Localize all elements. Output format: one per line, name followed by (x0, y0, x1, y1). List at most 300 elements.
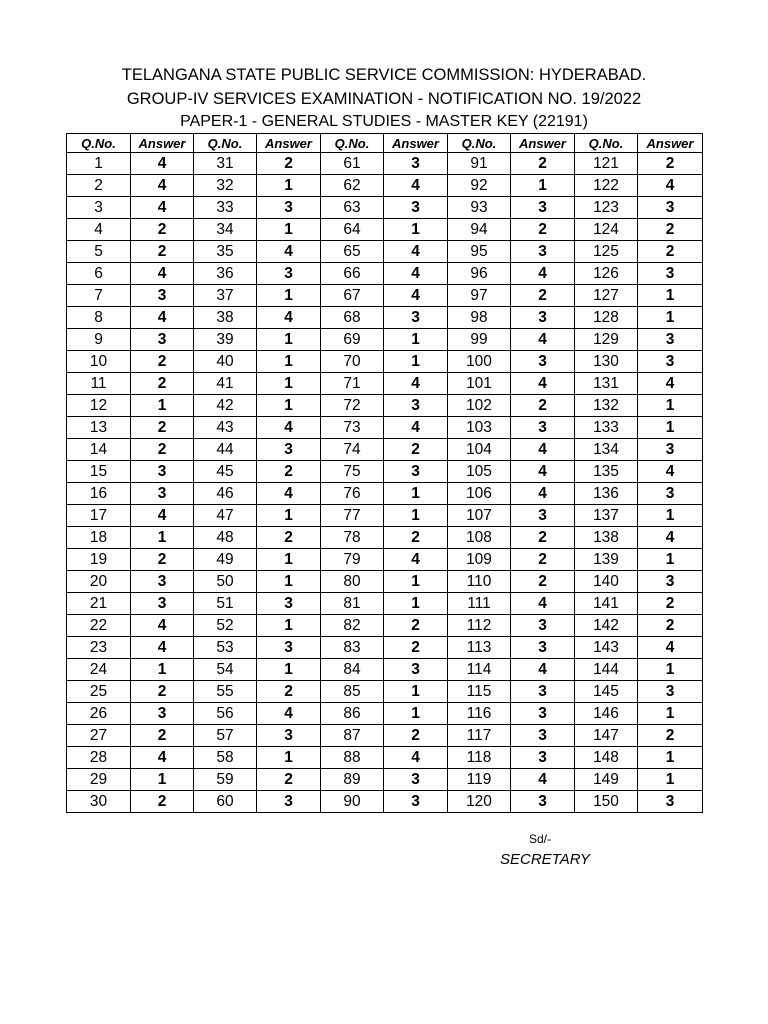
answer-value: 2 (511, 549, 575, 571)
question-number: 147 (575, 725, 638, 747)
answer-value: 1 (257, 285, 321, 307)
question-number: 75 (321, 461, 384, 483)
question-number: 129 (575, 329, 638, 351)
answer-value: 4 (384, 417, 448, 439)
question-number: 86 (321, 703, 384, 725)
question-number: 139 (575, 549, 638, 571)
answer-value: 3 (131, 593, 194, 615)
answer-value: 2 (511, 395, 575, 417)
question-number: 59 (194, 769, 257, 791)
question-number: 106 (448, 483, 511, 505)
question-number: 134 (575, 439, 638, 461)
question-number: 20 (67, 571, 131, 593)
table-row (67, 747, 703, 769)
table-header-row (67, 134, 703, 153)
question-number: 3 (67, 197, 131, 219)
answer-value: 3 (384, 153, 448, 175)
question-number: 92 (448, 175, 511, 197)
question-number: 37 (194, 285, 257, 307)
question-number: 53 (194, 637, 257, 659)
question-number: 118 (448, 747, 511, 769)
answer-value: 1 (257, 395, 321, 417)
answer-value: 2 (257, 769, 321, 791)
answer-value: 1 (384, 593, 448, 615)
answer-value: 3 (511, 747, 575, 769)
question-number: 13 (67, 417, 131, 439)
question-number: 78 (321, 527, 384, 549)
answer-value: 4 (511, 329, 575, 351)
answer-value: 1 (638, 549, 703, 571)
answer-value: 2 (511, 219, 575, 241)
question-number: 145 (575, 681, 638, 703)
answer-value: 1 (257, 571, 321, 593)
question-number: 100 (448, 351, 511, 373)
answer-value: 1 (638, 417, 703, 439)
question-number: 114 (448, 659, 511, 681)
question-number: 49 (194, 549, 257, 571)
answer-value: 2 (257, 527, 321, 549)
table-row (67, 637, 703, 659)
question-number: 96 (448, 263, 511, 285)
answer-column-header: Answer (638, 134, 703, 153)
answer-value: 3 (511, 307, 575, 329)
answer-value: 3 (384, 461, 448, 483)
answer-value: 2 (384, 527, 448, 549)
answer-value: 2 (131, 725, 194, 747)
answer-value: 3 (131, 483, 194, 505)
question-number: 138 (575, 527, 638, 549)
answer-value: 3 (384, 769, 448, 791)
question-number: 105 (448, 461, 511, 483)
answer-value: 1 (384, 219, 448, 241)
answer-value: 2 (638, 241, 703, 263)
answer-value: 3 (131, 571, 194, 593)
question-number: 29 (67, 769, 131, 791)
table-row (67, 483, 703, 505)
answer-value: 1 (511, 175, 575, 197)
answer-value: 3 (511, 615, 575, 637)
answer-value: 1 (257, 747, 321, 769)
table-row (67, 219, 703, 241)
question-number: 9 (67, 329, 131, 351)
answer-value: 2 (257, 681, 321, 703)
answer-column-header: Answer (131, 134, 194, 153)
question-number: 136 (575, 483, 638, 505)
question-number: 47 (194, 505, 257, 527)
question-number: 88 (321, 747, 384, 769)
answer-value: 4 (384, 549, 448, 571)
header-exam: GROUP-IV SERVICES EXAMINATION - NOTIFICATION NO. 19/2022 (126, 90, 642, 108)
table-row (67, 175, 703, 197)
table-row (67, 549, 703, 571)
answer-value: 3 (511, 725, 575, 747)
header-paper: PAPER-1 - GENERAL STUDIES - MASTER KEY (22191) (180, 113, 588, 130)
question-number: 102 (448, 395, 511, 417)
answer-value: 1 (257, 175, 321, 197)
qno-column-header: Q.No. (67, 134, 131, 153)
question-number: 45 (194, 461, 257, 483)
question-number: 133 (575, 417, 638, 439)
question-number: 62 (321, 175, 384, 197)
question-number: 80 (321, 571, 384, 593)
question-number: 124 (575, 219, 638, 241)
answer-value: 3 (384, 659, 448, 681)
question-number: 14 (67, 439, 131, 461)
answer-value: 1 (131, 395, 194, 417)
table-row (67, 351, 703, 373)
answer-value: 2 (511, 527, 575, 549)
question-number: 28 (67, 747, 131, 769)
answer-value: 3 (511, 681, 575, 703)
table-row (67, 527, 703, 549)
table-row (67, 373, 703, 395)
question-number: 71 (321, 373, 384, 395)
question-number: 119 (448, 769, 511, 791)
answer-value: 2 (511, 571, 575, 593)
answer-value: 1 (257, 659, 321, 681)
question-number: 34 (194, 219, 257, 241)
answer-value: 3 (638, 571, 703, 593)
answer-value: 1 (638, 747, 703, 769)
answer-value: 3 (384, 307, 448, 329)
answer-value: 4 (384, 373, 448, 395)
table-row (67, 329, 703, 351)
table-row (67, 725, 703, 747)
question-number: 17 (67, 505, 131, 527)
answer-value: 4 (131, 263, 194, 285)
question-number: 69 (321, 329, 384, 351)
question-number: 74 (321, 439, 384, 461)
answer-value: 2 (131, 351, 194, 373)
question-number: 91 (448, 153, 511, 175)
question-number: 125 (575, 241, 638, 263)
answer-value: 2 (384, 725, 448, 747)
question-number: 27 (67, 725, 131, 747)
answer-value: 1 (384, 505, 448, 527)
table-row (67, 197, 703, 219)
question-number: 76 (321, 483, 384, 505)
answer-value: 2 (257, 461, 321, 483)
answer-value: 4 (131, 747, 194, 769)
question-number: 99 (448, 329, 511, 351)
answer-value: 3 (257, 791, 321, 813)
question-number: 149 (575, 769, 638, 791)
qno-column-header: Q.No. (448, 134, 511, 153)
answer-value: 2 (511, 285, 575, 307)
question-number: 121 (575, 153, 638, 175)
question-number: 61 (321, 153, 384, 175)
question-number: 52 (194, 615, 257, 637)
question-number: 97 (448, 285, 511, 307)
question-number: 150 (575, 791, 638, 813)
question-number: 18 (67, 527, 131, 549)
answer-value: 3 (384, 791, 448, 813)
question-number: 55 (194, 681, 257, 703)
question-number: 90 (321, 791, 384, 813)
answer-value: 4 (638, 461, 703, 483)
question-number: 85 (321, 681, 384, 703)
question-number: 148 (575, 747, 638, 769)
question-number: 84 (321, 659, 384, 681)
answer-value: 2 (511, 153, 575, 175)
answer-value: 3 (511, 241, 575, 263)
answer-value: 4 (384, 175, 448, 197)
answer-value: 4 (511, 659, 575, 681)
question-number: 44 (194, 439, 257, 461)
question-number: 109 (448, 549, 511, 571)
answer-value: 2 (131, 241, 194, 263)
answer-value: 1 (131, 659, 194, 681)
table-row (67, 505, 703, 527)
answer-value: 3 (257, 439, 321, 461)
question-number: 25 (67, 681, 131, 703)
question-number: 144 (575, 659, 638, 681)
question-number: 87 (321, 725, 384, 747)
answer-value: 4 (131, 615, 194, 637)
table-row (67, 571, 703, 593)
question-number: 4 (67, 219, 131, 241)
question-number: 48 (194, 527, 257, 549)
answer-value: 2 (131, 549, 194, 571)
answer-value: 4 (384, 285, 448, 307)
question-number: 72 (321, 395, 384, 417)
answer-value: 1 (384, 571, 448, 593)
question-number: 126 (575, 263, 638, 285)
question-number: 23 (67, 637, 131, 659)
question-number: 15 (67, 461, 131, 483)
answer-value: 1 (638, 703, 703, 725)
question-number: 103 (448, 417, 511, 439)
answer-value: 3 (638, 329, 703, 351)
question-number: 132 (575, 395, 638, 417)
answer-value: 2 (638, 219, 703, 241)
answer-value: 1 (257, 351, 321, 373)
question-number: 31 (194, 153, 257, 175)
question-number: 98 (448, 307, 511, 329)
answer-value: 4 (131, 307, 194, 329)
question-number: 51 (194, 593, 257, 615)
answer-value: 4 (384, 747, 448, 769)
question-number: 117 (448, 725, 511, 747)
question-number: 38 (194, 307, 257, 329)
table-row (67, 241, 703, 263)
answer-value: 3 (511, 703, 575, 725)
answer-value: 3 (511, 505, 575, 527)
answer-column-header: Answer (257, 134, 321, 153)
answer-value: 2 (638, 153, 703, 175)
question-number: 56 (194, 703, 257, 725)
question-number: 46 (194, 483, 257, 505)
answer-value: 2 (131, 417, 194, 439)
question-number: 10 (67, 351, 131, 373)
answer-value: 1 (131, 769, 194, 791)
answer-value: 2 (384, 615, 448, 637)
question-number: 42 (194, 395, 257, 417)
answer-value: 4 (384, 263, 448, 285)
question-number: 120 (448, 791, 511, 813)
question-number: 101 (448, 373, 511, 395)
qno-column-header: Q.No. (194, 134, 257, 153)
answer-value: 4 (511, 439, 575, 461)
question-number: 81 (321, 593, 384, 615)
question-number: 135 (575, 461, 638, 483)
question-number: 70 (321, 351, 384, 373)
answer-value: 1 (257, 373, 321, 395)
question-number: 67 (321, 285, 384, 307)
answer-value: 4 (511, 769, 575, 791)
answer-value: 3 (511, 417, 575, 439)
question-number: 32 (194, 175, 257, 197)
question-number: 137 (575, 505, 638, 527)
question-number: 83 (321, 637, 384, 659)
question-number: 140 (575, 571, 638, 593)
answer-value: 4 (257, 417, 321, 439)
question-number: 41 (194, 373, 257, 395)
answer-value: 3 (638, 197, 703, 219)
answer-value: 1 (638, 285, 703, 307)
question-number: 93 (448, 197, 511, 219)
answer-value: 3 (257, 263, 321, 285)
header-commission: TELANGANA STATE PUBLIC SERVICE COMMISSION: HYDERABAD. (121, 66, 647, 84)
answer-value: 1 (257, 505, 321, 527)
table-row (67, 439, 703, 461)
answer-value: 3 (638, 791, 703, 813)
answer-value: 2 (384, 439, 448, 461)
question-number: 143 (575, 637, 638, 659)
question-number: 123 (575, 197, 638, 219)
question-number: 43 (194, 417, 257, 439)
answer-value: 3 (257, 637, 321, 659)
question-number: 21 (67, 593, 131, 615)
table-row (67, 659, 703, 681)
table-row (67, 153, 703, 175)
answer-value: 4 (511, 461, 575, 483)
answer-value: 4 (638, 373, 703, 395)
question-number: 128 (575, 307, 638, 329)
question-number: 36 (194, 263, 257, 285)
answer-value: 2 (131, 373, 194, 395)
answer-value: 3 (511, 637, 575, 659)
answer-value: 3 (511, 197, 575, 219)
answer-value: 1 (257, 219, 321, 241)
answer-value: 3 (638, 439, 703, 461)
question-number: 57 (194, 725, 257, 747)
question-number: 64 (321, 219, 384, 241)
question-number: 112 (448, 615, 511, 637)
answer-value: 3 (131, 329, 194, 351)
answer-value: 1 (257, 549, 321, 571)
answer-value: 2 (131, 219, 194, 241)
question-number: 115 (448, 681, 511, 703)
question-number: 94 (448, 219, 511, 241)
question-number: 7 (67, 285, 131, 307)
answer-value: 4 (131, 505, 194, 527)
question-number: 73 (321, 417, 384, 439)
table-row (67, 593, 703, 615)
qno-column-header: Q.No. (575, 134, 638, 153)
answer-value: 3 (384, 197, 448, 219)
table-row (67, 395, 703, 417)
question-number: 122 (575, 175, 638, 197)
answer-value: 4 (511, 263, 575, 285)
question-number: 66 (321, 263, 384, 285)
question-number: 142 (575, 615, 638, 637)
question-number: 16 (67, 483, 131, 505)
answer-value: 1 (638, 769, 703, 791)
answer-value: 3 (384, 395, 448, 417)
answer-value: 1 (384, 329, 448, 351)
table-row (67, 791, 703, 813)
answer-value: 1 (384, 351, 448, 373)
question-number: 39 (194, 329, 257, 351)
table-row (67, 285, 703, 307)
answer-value: 1 (638, 395, 703, 417)
answer-value: 3 (638, 351, 703, 373)
answer-value: 2 (638, 615, 703, 637)
table-row (67, 307, 703, 329)
question-number: 26 (67, 703, 131, 725)
question-number: 6 (67, 263, 131, 285)
answer-value: 2 (131, 439, 194, 461)
answer-value: 3 (257, 197, 321, 219)
answer-value: 4 (131, 197, 194, 219)
question-number: 110 (448, 571, 511, 593)
answer-value: 2 (131, 791, 194, 813)
answer-value: 1 (384, 681, 448, 703)
answer-value: 1 (638, 307, 703, 329)
answer-value: 4 (638, 175, 703, 197)
answer-value: 3 (511, 351, 575, 373)
answer-value: 3 (638, 263, 703, 285)
question-number: 95 (448, 241, 511, 263)
answer-value: 3 (257, 593, 321, 615)
answer-column-header: Answer (511, 134, 575, 153)
signed-mark: Sd/- (529, 832, 552, 846)
question-number: 131 (575, 373, 638, 395)
answer-value: 2 (131, 681, 194, 703)
answer-value: 4 (131, 175, 194, 197)
answer-value: 4 (131, 637, 194, 659)
answer-value: 1 (638, 505, 703, 527)
question-number: 116 (448, 703, 511, 725)
question-number: 24 (67, 659, 131, 681)
answer-value: 4 (638, 527, 703, 549)
qno-column-header: Q.No. (321, 134, 384, 153)
answer-column-header: Answer (384, 134, 448, 153)
answer-value: 4 (257, 483, 321, 505)
answer-value: 3 (257, 725, 321, 747)
question-number: 1 (67, 153, 131, 175)
answer-key-table (66, 133, 703, 813)
question-number: 12 (67, 395, 131, 417)
answer-value: 4 (511, 483, 575, 505)
signatory-title: SECRETARY (500, 851, 591, 868)
question-number: 8 (67, 307, 131, 329)
question-number: 22 (67, 615, 131, 637)
question-number: 89 (321, 769, 384, 791)
question-number: 30 (67, 791, 131, 813)
table-row (67, 681, 703, 703)
question-number: 113 (448, 637, 511, 659)
table-row (67, 703, 703, 725)
table-row (67, 263, 703, 285)
question-number: 63 (321, 197, 384, 219)
question-number: 65 (321, 241, 384, 263)
table-row (67, 769, 703, 791)
question-number: 77 (321, 505, 384, 527)
answer-value: 3 (638, 681, 703, 703)
answer-value: 4 (511, 593, 575, 615)
